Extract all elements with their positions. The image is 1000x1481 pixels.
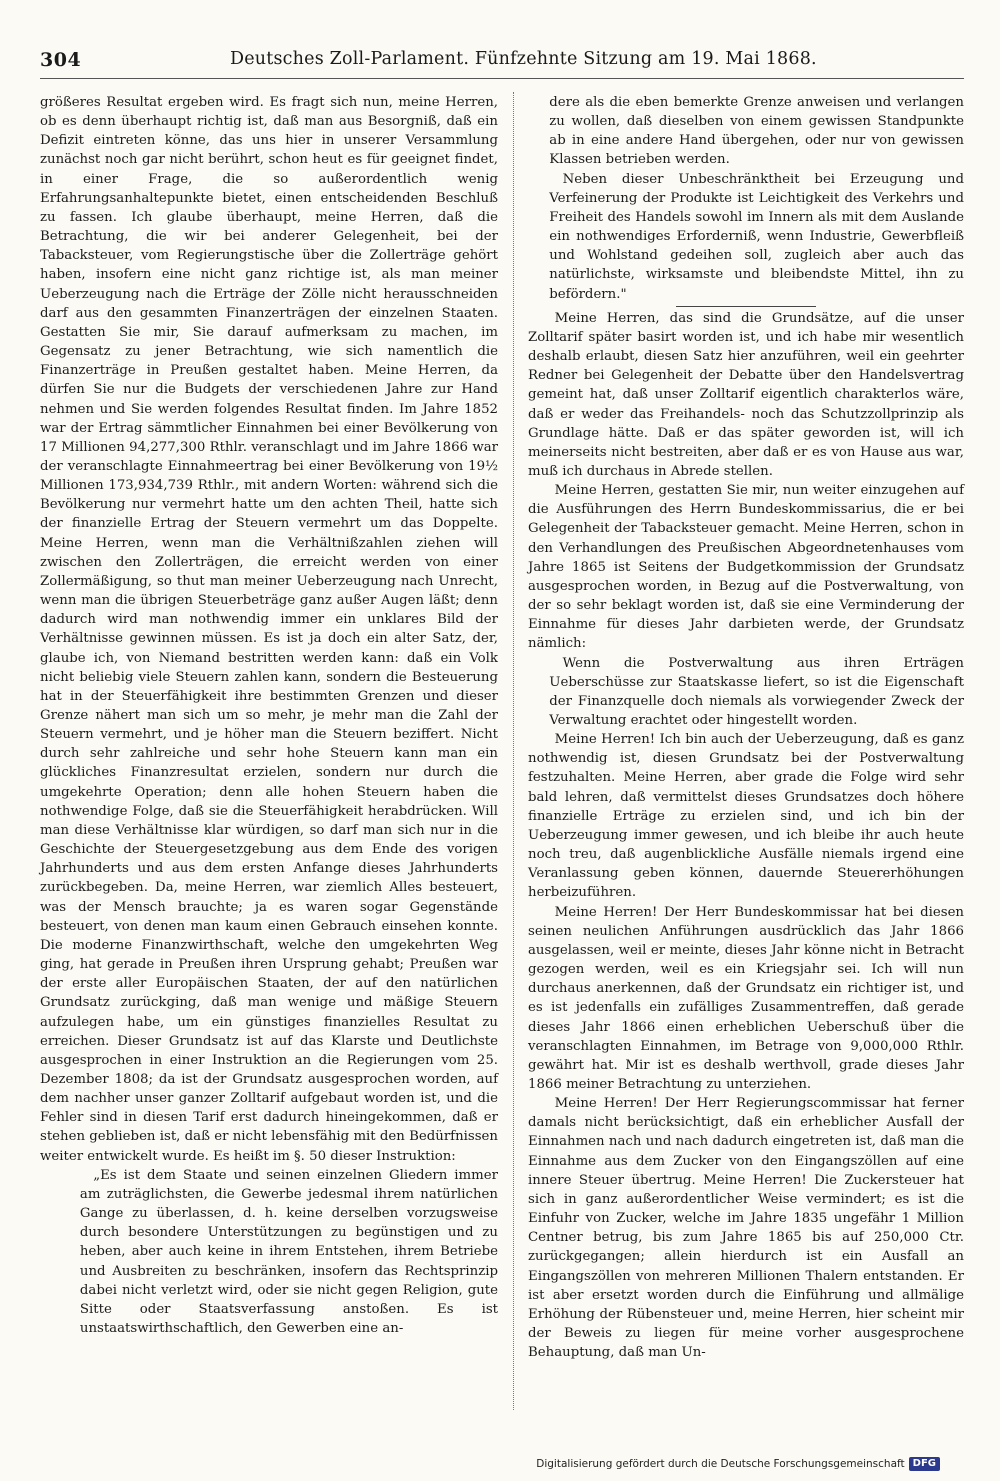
page-number: 304 xyxy=(40,49,82,71)
paragraph: größeres Resultat ergeben wird. Es fragt sich nun, meine Herren, ob es denn überhaupt richtig ist, daß man aus Besorgniß, daß ein Defizit eintreten könne, das uns hier in unserer Versammlung zunächst noch gar nicht berührt, schon heut es für geeignet findet, in einer Frage, die so außerordentlich wenig Erfahrungsanhaltepunkte bietet, einen entscheidenden Beschluß zu fassen. Ich glaube überhaupt, meine Herren, daß die Betrachtung, die wir bei anderer Gelegenheit, bei der Tabacksteuer, vom Regierungstische über die Zollerträge gehört haben, insofern eine nicht ganz richtige ist, als man meiner Ueberzeugung nach die Erträge der Zölle nicht herausschneiden darf aus den gesammten Finanzerträgen der einzelnen Staaten. Gestatten Sie mir, Sie darauf aufmerksam zu machen, im Gegensatz zu jener Betrachtung, wie sich namentlich die Finanzerträge in Preußen gestaltet haben. Meine Herren, da dürfen Sie nur die Budgets der verschiedenen Jahre zur Hand nehmen und Sie werden folgendes Resultat finden. Im Jahre 1852 war der Ertrag sämmtlicher Einnahmen bei einer Bevölkerung von 17 Millionen 94,277,300 Rthlr. veranschlagt und im Jahre 1866 war der veranschlagte Einnahmeertrag bei einer Bevölkerung von 19½ Millionen 173,934,739 Rthlr., mit andern Worten: während sich die Bevölkerung nur vermehrt hatte um den achten Theil, hatte sich der finanzielle Ertrag der Steuern vermehrt um das Doppelte. Meine Herren, wenn man die Verhältnißzahlen ziehen will zwischen den Zollerträgen, die erreicht werden von einer Zollermäßigung, so thut man meiner Ueberzeugung nach Unrecht, wenn man die übrigen Steuerbeträge ganz außer Augen läßt; denn dadurch wird man nothwendig immer ein unklares Bild der Verhältnisse gewinnen müssen. Es ist ja doch ein alter Satz, der, glaube ich, von Niemand bestritten werden kann: daß ein Volk nicht beliebig viele Steuern zahlen kann, sondern die Besteuerung hat in der Steuerfähigkeit ihre bestimmten Grenzen und dieser Grenze nähert man sich um so mehr, je mehr man die Zahl der Steuern vermehrt, und je höher man die Steuern beziffert. Nicht durch sehr zahlreiche und sehr hohe Steuern kann man ein glückliches Finanzresultat erzielen, sondern nur durch die umgekehrte Operation; denn alle hohen Steuern haben die nothwendige Folge, daß sie die Steuerfähigkeit herabdrücken. Will man diese Verhältnisse klar würdigen, so darf man sich nur in die Geschichte der Steuergesetzgebung aus dem Ende des vorigen Jahrhunderts und aus dem ersten Anfange dieses Jahrhunderts zurückbegeben. Da, meine Herren, war ziemlich Alles besteuert, was der Mensch brauchte; ja es waren sogar Gegenstände besteuert, von denen man kaum einen Gebrauch einsehen konnte. Die moderne Finanzwirthschaft, welche den umgekehrten Weg ging, hat gerade in Preußen ihren Ursprung gehabt; Preußen war der erste aller Europäischen Staaten, der auf den natürlichen Grundsatz zurückging, daß man wenige und mäßige Steuern aufzulegen habe, um ein günstiges finanzielles Resultat zu erreichen. Dieser Grundsatz ist auf das Klarste und Deutlichste ausgesprochen in einer Instruktion an die Regierungen vom 25. Dezember 1808; da ist der Grundsatz ausgesprochen worden, auf dem nachher unser ganzer Zolltarif aufgebaut worden ist, und die Fehler sind in diesen Tarif erst dadurch hineingekommen, daß er stehen geblieben ist, daß er nicht lebensfähig mit den Bedürfnissen weiter entwickelt wurde. Es heißt im §. 50 dieser Instruktion: xyxy=(40,95,498,1164)
paragraph: Meine Herren! Der Herr Bundeskommissar hat bei diesen seinen neulichen Anführungen ausdrücklich das Jahr 1866 ausgelassen, weil er meinte, dieses Jahr könne nicht in Betracht gezogen werden, weil es ein Kriegsjahr sei. Ich will nun durchaus anerkennen, daß der Grundsatz ein richtiger ist, und es ist jedenfalls ein zufälliges Zusammentreffen, daß gerade dieses Jahr 1866 einen erheblichen Ueberschuß über die veranschlagten Einnahmen, im Betrage von 9,000,000 Rthlr. gewährt hat. Mir ist es deshalb werthvoll, grade dieses Jahr 1866 meiner Betrachtung zu unterziehen. xyxy=(528,904,964,1092)
running-head: Deutsches Zoll-Parlament. Fünfzehnte Sitzung am 19. Mai 1868. xyxy=(230,49,817,69)
paragraph: Meine Herren! Ich bin auch der Ueberzeugung, daß es ganz nothwendig ist, diesen Grundsatz bei der Postverwaltung festzuhalten. Meine Herren, aber grade die Folge wird sehr bald lehren, daß vermittelst dieses Grundsatzes doch höhere finanzielle Erträge zu erzielen sind, und ich bin der Ueberzeugung immer gewesen, und ich bleibe ihr auch heute noch treu, daß augenblickliche Ausfälle niemals irgend eine Veranlassung geben können, dauernde Steuererhöhungen herbeizuführen. xyxy=(528,732,964,901)
paragraph: Meine Herren, das sind die Grundsätze, auf die unser Zolltarif später basirt worden ist, und ich habe mir wesentlich deshalb erlaubt, diesen Satz hier anzuführen, weil ein geehrter Redner bei Gelegenheit der Debatte über den Handelsvertrag gemeint hat, daß unser Zolltarif eigentlich charakterlos wäre, daß er weder das Freihandels- noch das Schutzzollprinzip als Grundlage hätte. Daß er das später geworden ist, will ich meinerseits nicht bestreiten, aber daß er es von Hause aus war, muß ich durchaus in Abrede stellen. xyxy=(528,310,964,479)
paragraph: Meine Herren, gestatten Sie mir, nun weiter einzugehen auf die Ausführungen des Herrn Bundeskommissarius, die er bei Gelegenheit der Tabacksteuer gemacht. Meine Herren, schon in den Verhandlungen des Preußischen Abgeordnetenhauses vom Jahre 1865 ist Seitens der Budgetkommission der Grundsatz ausgesprochen worden, in Bezug auf die Postverwaltung, von der so sehr beklagt worden ist, daß sie eine Verminderung der Einnahme für dieses Jahr darbieten werde, der Grundsatz nämlich: xyxy=(528,483,964,652)
block-quote: Wenn die Postverwaltung aus ihren Erträgen Ueberschüsse zur Staatskasse liefert, so ist die Eigenschaft der Finanzquelle doch niemals als vorwiegender Zweck der Verwaltung erachtet oder hingestellt worden. xyxy=(549,655,964,728)
dfg-logo: DFG xyxy=(909,1457,940,1471)
paragraph: Meine Herren! Der Herr Regierungscommissar hat ferner damals nicht berücksichtigt, daß ein erheblicher Ausfall der Einnahmen nach und nach dadurch eingetreten ist, daß man die Einnahme aus dem Zucker von den Eingangszöllen auf eine innere Steuer übertrug. Meine Herren! Die Zuckersteuer hat sich in ganz außerordentlicher Weise vermindert; es ist die Einfuhr von Zucker, welche im Jahre 1835 ungefähr 1 Million Centner betrug, bis zum Jahre 1865 bis auf 250,000 Ctr. zurückgegangen; allein hierdurch ist ein Ausfall an Eingangszöllen von mehreren Millionen Thalern entstanden. Er ist aber ersetzt worden durch die Einführung und allmälige Erhöhung der Rübensteuer und, meine Herren, hier scheint mir der Beweis zu liegen für meine vorher ausgesprochene Behauptung, daß man Un- xyxy=(528,1096,964,1361)
quote-divider xyxy=(676,306,816,307)
column-divider xyxy=(513,92,514,1410)
footer-credit-text: Digitalisierung gefördert durch die Deutsche Forschungsgemeinschaft xyxy=(536,1458,905,1470)
footer-credit xyxy=(536,1457,940,1471)
block-quote: Neben dieser Unbeschränktheit bei Erzeugung und Verfeinerung der Produkte ist Leichtigkeit des Verkehrs und Freiheit des Handels sowohl im Innern als mit dem Auslande ein nothwendiges Erforderniß, wenn Industrie, Gewerbfleiß und Wohlstand gedeihen soll, zugleich aber auch das natürlichste, wirksamste und bleibendste Mittel, ihn zu befördern." xyxy=(549,171,964,302)
block-quote-continued: dere als die eben bemerkte Grenze anweisen und verlangen zu wollen, daß dieselben von einem gewissen Standpunkte ab in eine andere Hand übergehen, oder nur von gewissen Klassen betrieben werden. xyxy=(549,95,964,168)
block-quote: „Es ist dem Staate und seinen einzelnen Gliedern immer am zuträglichsten, die Gewerbe jedesmal ihrem natürlichen Gange zu überlassen, d. h. keine derselben vorzugsweise durch besondere Unterstützungen zu begünstigen und zu heben, aber auch keine in ihrem Entstehen, ihrem Betriebe und Ausbreiten zu beschränken, insofern das Rechtsprinzip dabei nicht verletzt wird, oder sie nicht gegen Religion, gute Sitte oder Staatsverfassung anstoßen. Es ist unstaatswirthschaftlich, den Gewerben eine an- xyxy=(79,1167,498,1336)
right-column xyxy=(528,93,964,1362)
left-column xyxy=(40,93,498,1338)
header-rule xyxy=(40,78,964,79)
